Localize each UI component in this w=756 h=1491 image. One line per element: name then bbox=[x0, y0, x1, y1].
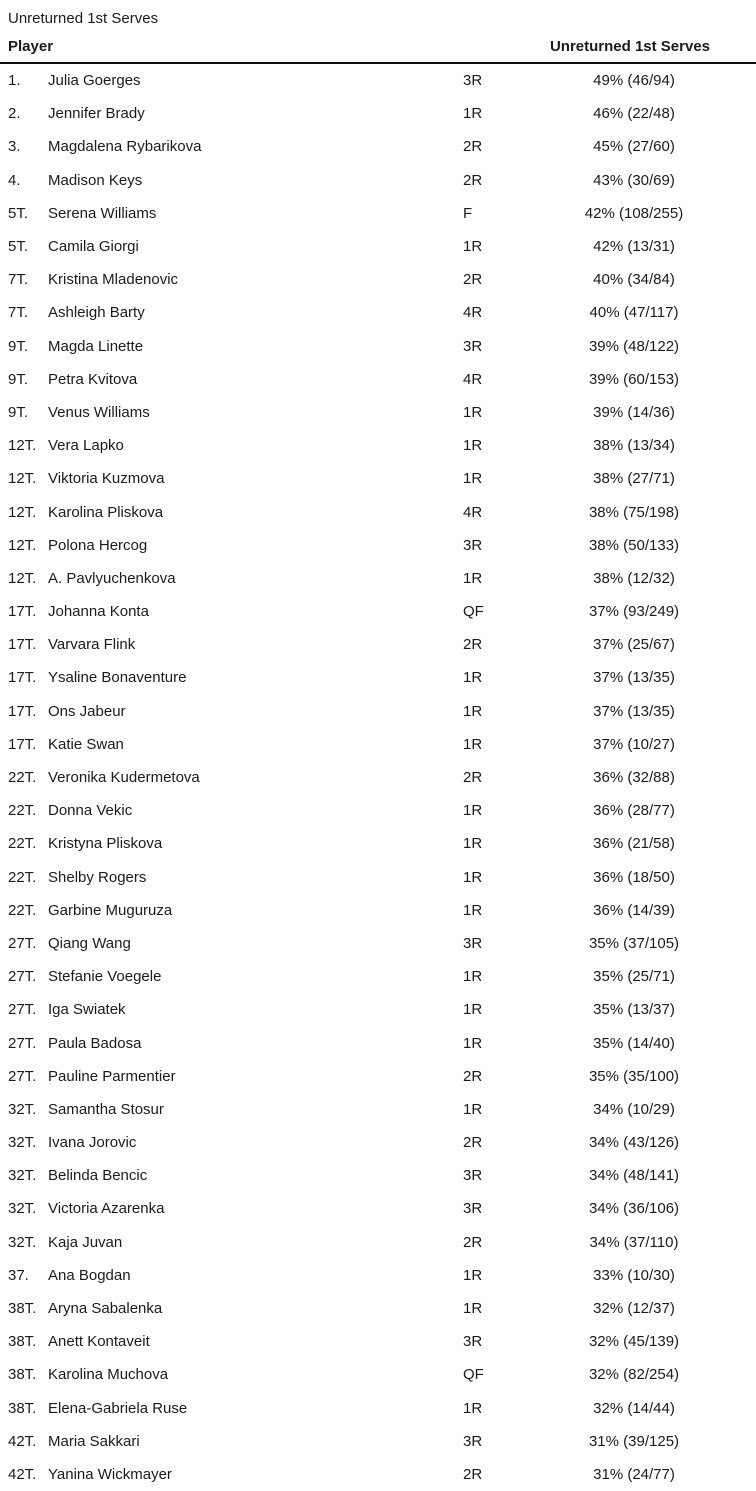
value-cell: 37% (25/67) bbox=[593, 636, 675, 654]
value-cell: 38% (12/32) bbox=[593, 569, 675, 587]
player-cell: Donna Vekic bbox=[48, 802, 133, 820]
round-cell: 2R bbox=[463, 171, 483, 189]
table-row bbox=[0, 197, 756, 230]
round-cell: 2R bbox=[463, 138, 483, 156]
value-cell: 38% (75/198) bbox=[588, 503, 680, 521]
value-cell: 35% (13/37) bbox=[593, 1001, 675, 1019]
round-cell: 2R bbox=[463, 1233, 483, 1251]
value-cell: 34% (48/141) bbox=[588, 1167, 680, 1185]
value-cell: 43% (30/69) bbox=[593, 171, 675, 189]
rank-cell: 42T. bbox=[8, 1465, 37, 1483]
player-cell: Maria Sakkari bbox=[48, 1432, 140, 1450]
table-row bbox=[0, 363, 756, 396]
table-row bbox=[0, 130, 756, 163]
player-cell: Aryna Sabalenka bbox=[48, 1300, 163, 1318]
rank-cell: 17T. bbox=[8, 669, 37, 687]
rank-cell: 37. bbox=[8, 1266, 29, 1284]
player-cell: Varvara Flink bbox=[48, 636, 136, 654]
rank-cell: 32T. bbox=[8, 1100, 37, 1118]
table-row bbox=[0, 562, 756, 595]
rank-cell: 22T. bbox=[8, 835, 37, 853]
value-cell: 38% (50/133) bbox=[588, 536, 680, 554]
value-cell: 34% (36/106) bbox=[588, 1200, 680, 1218]
round-cell: 1R bbox=[463, 868, 483, 886]
rank-cell: 27T. bbox=[8, 1067, 37, 1085]
player-cell: Ana Bogdan bbox=[48, 1266, 131, 1284]
value-cell: 35% (37/105) bbox=[588, 934, 680, 952]
player-cell: Camila Giorgi bbox=[48, 238, 139, 256]
rank-cell: 38T. bbox=[8, 1333, 37, 1351]
player-cell: Polona Hercog bbox=[48, 536, 148, 554]
rank-cell: 22T. bbox=[8, 901, 37, 919]
round-cell: 4R bbox=[463, 304, 483, 322]
rank-cell: 9T. bbox=[8, 337, 29, 355]
rank-cell: 32T. bbox=[8, 1233, 37, 1251]
value-cell: 34% (10/29) bbox=[593, 1100, 675, 1118]
player-cell: Garbine Muguruza bbox=[48, 901, 173, 919]
value-cell: 32% (12/37) bbox=[593, 1300, 675, 1318]
value-cell: 40% (47/117) bbox=[589, 304, 679, 322]
value-cell: 36% (14/39) bbox=[593, 901, 675, 919]
column-header-stat: Unreturned 1st Serves bbox=[549, 38, 711, 55]
value-cell: 42% (13/31) bbox=[593, 238, 675, 256]
player-cell: Jennifer Brady bbox=[48, 105, 145, 123]
rank-cell: 27T. bbox=[8, 934, 37, 952]
value-cell: 36% (32/88) bbox=[593, 769, 675, 787]
value-cell: 32% (82/254) bbox=[588, 1366, 680, 1384]
round-cell: 3R bbox=[463, 337, 483, 355]
rank-cell: 1. bbox=[8, 72, 21, 90]
table-row bbox=[0, 64, 756, 97]
rank-cell: 22T. bbox=[8, 868, 37, 886]
table-row bbox=[0, 1292, 756, 1325]
rank-cell: 5T. bbox=[8, 204, 29, 222]
round-cell: 1R bbox=[463, 802, 483, 820]
player-cell: Kristina Mladenovic bbox=[48, 271, 179, 289]
table-row bbox=[0, 1325, 756, 1358]
rank-cell: 2. bbox=[8, 105, 21, 123]
table-row bbox=[0, 927, 756, 960]
round-cell: 2R bbox=[463, 1465, 483, 1483]
round-cell: 1R bbox=[463, 1399, 483, 1417]
rank-cell: 4. bbox=[8, 171, 21, 189]
table-row bbox=[0, 1425, 756, 1458]
round-cell: QF bbox=[463, 603, 484, 621]
round-cell: 1R bbox=[463, 1266, 483, 1284]
round-cell: 1R bbox=[463, 1300, 483, 1318]
rank-cell: 7T. bbox=[8, 304, 29, 322]
table-row bbox=[0, 296, 756, 329]
rank-cell: 12T. bbox=[8, 569, 37, 587]
table-row bbox=[0, 1259, 756, 1292]
rank-cell: 12T. bbox=[8, 536, 37, 554]
player-cell: Anett Kontaveit bbox=[48, 1333, 150, 1351]
table-row bbox=[0, 1026, 756, 1059]
player-cell: Pauline Parmentier bbox=[48, 1067, 176, 1085]
page-title: Unreturned 1st Serves bbox=[8, 10, 159, 27]
round-cell: 1R bbox=[463, 470, 483, 488]
round-cell: 1R bbox=[463, 835, 483, 853]
rank-cell: 7T. bbox=[8, 271, 29, 289]
table-row bbox=[0, 1060, 756, 1093]
table-row bbox=[0, 695, 756, 728]
rank-cell: 27T. bbox=[8, 968, 37, 986]
table-row bbox=[0, 529, 756, 562]
player-cell: Iga Swiatek bbox=[48, 1001, 126, 1019]
round-cell: 1R bbox=[463, 968, 483, 986]
round-cell: QF bbox=[463, 1366, 484, 1384]
value-cell: 42% (108/255) bbox=[584, 204, 684, 222]
player-cell: Madison Keys bbox=[48, 171, 143, 189]
rank-cell: 17T. bbox=[8, 636, 37, 654]
round-cell: 4R bbox=[463, 370, 483, 388]
player-cell: Belinda Bencic bbox=[48, 1167, 148, 1185]
player-cell: Yanina Wickmayer bbox=[48, 1465, 172, 1483]
table-body bbox=[0, 64, 756, 1491]
round-cell: 1R bbox=[463, 437, 483, 455]
round-cell: 1R bbox=[463, 1034, 483, 1052]
round-cell: 1R bbox=[463, 1100, 483, 1118]
round-cell: 1R bbox=[463, 901, 483, 919]
value-cell: 31% (24/77) bbox=[593, 1465, 675, 1483]
player-cell: Vera Lapko bbox=[48, 437, 124, 455]
rank-cell: 32T. bbox=[8, 1167, 37, 1185]
table-row bbox=[0, 993, 756, 1026]
value-cell: 46% (22/48) bbox=[593, 105, 675, 123]
table-row bbox=[0, 495, 756, 528]
player-cell: Victoria Azarenka bbox=[48, 1200, 165, 1218]
player-cell: Elena-Gabriela Ruse bbox=[48, 1399, 188, 1417]
value-cell: 39% (48/122) bbox=[588, 337, 680, 355]
rank-cell: 27T. bbox=[8, 1001, 37, 1019]
table-row bbox=[0, 1093, 756, 1126]
player-cell: Shelby Rogers bbox=[48, 868, 147, 886]
table-row bbox=[0, 462, 756, 495]
table-row bbox=[0, 960, 756, 993]
rank-cell: 17T. bbox=[8, 702, 37, 720]
player-cell: Samantha Stosur bbox=[48, 1100, 164, 1118]
round-cell: 3R bbox=[463, 72, 483, 90]
value-cell: 36% (28/77) bbox=[593, 802, 675, 820]
player-cell: Venus Williams bbox=[48, 403, 150, 421]
table-header-row bbox=[0, 37, 756, 57]
table-row bbox=[0, 628, 756, 661]
value-cell: 34% (37/110) bbox=[589, 1233, 679, 1251]
round-cell: 3R bbox=[463, 1333, 483, 1351]
round-cell: 1R bbox=[463, 669, 483, 687]
rank-cell: 38T. bbox=[8, 1366, 37, 1384]
round-cell: 2R bbox=[463, 636, 483, 654]
table-row bbox=[0, 1126, 756, 1159]
player-cell: Paula Badosa bbox=[48, 1034, 142, 1052]
round-cell: 2R bbox=[463, 1134, 483, 1152]
value-cell: 36% (21/58) bbox=[593, 835, 675, 853]
value-cell: 35% (35/100) bbox=[588, 1067, 680, 1085]
player-cell: Viktoria Kuzmova bbox=[48, 470, 165, 488]
value-cell: 34% (43/126) bbox=[588, 1134, 680, 1152]
player-cell: Katie Swan bbox=[48, 735, 124, 753]
player-cell: Petra Kvitova bbox=[48, 370, 138, 388]
player-cell: Ons Jabeur bbox=[48, 702, 126, 720]
table-row bbox=[0, 661, 756, 694]
value-cell: 35% (25/71) bbox=[593, 968, 675, 986]
player-cell: Serena Williams bbox=[48, 204, 157, 222]
rank-cell: 32T. bbox=[8, 1134, 37, 1152]
table-row bbox=[0, 1458, 756, 1491]
player-cell: Johanna Konta bbox=[48, 603, 149, 621]
table-row bbox=[0, 1192, 756, 1225]
rank-cell: 27T. bbox=[8, 1034, 37, 1052]
rank-cell: 17T. bbox=[8, 603, 37, 621]
player-cell: Qiang Wang bbox=[48, 934, 131, 952]
round-cell: 2R bbox=[463, 271, 483, 289]
player-cell: Stefanie Voegele bbox=[48, 968, 162, 986]
value-cell: 37% (13/35) bbox=[593, 669, 675, 687]
rank-cell: 42T. bbox=[8, 1432, 37, 1450]
player-cell: Julia Goerges bbox=[48, 72, 141, 90]
value-cell: 37% (10/27) bbox=[593, 735, 675, 753]
value-cell: 39% (14/36) bbox=[593, 403, 675, 421]
table-row bbox=[0, 894, 756, 927]
round-cell: 1R bbox=[463, 1001, 483, 1019]
value-cell: 31% (39/125) bbox=[588, 1432, 680, 1450]
round-cell: 1R bbox=[463, 238, 483, 256]
value-cell: 38% (27/71) bbox=[593, 470, 675, 488]
round-cell: 4R bbox=[463, 503, 483, 521]
round-cell: 1R bbox=[463, 403, 483, 421]
table-row bbox=[0, 728, 756, 761]
player-cell: Ashleigh Barty bbox=[48, 304, 145, 322]
table-row bbox=[0, 1392, 756, 1425]
round-cell: 2R bbox=[463, 1067, 483, 1085]
round-cell: 3R bbox=[463, 1167, 483, 1185]
round-cell: F bbox=[463, 204, 473, 222]
table-row bbox=[0, 330, 756, 363]
table-row bbox=[0, 97, 756, 130]
table-row bbox=[0, 794, 756, 827]
value-cell: 33% (10/30) bbox=[593, 1266, 675, 1284]
table-row bbox=[0, 827, 756, 860]
player-cell: Ivana Jorovic bbox=[48, 1134, 137, 1152]
rank-cell: 32T. bbox=[8, 1200, 37, 1218]
table-row bbox=[0, 263, 756, 296]
round-cell: 3R bbox=[463, 934, 483, 952]
rank-cell: 38T. bbox=[8, 1399, 37, 1417]
player-cell: Kaja Juvan bbox=[48, 1233, 123, 1251]
value-cell: 35% (14/40) bbox=[593, 1034, 675, 1052]
value-cell: 32% (45/139) bbox=[588, 1333, 680, 1351]
header-spacer bbox=[720, 37, 756, 57]
player-cell: Magdalena Rybarikova bbox=[48, 138, 202, 156]
player-cell: Karolina Pliskova bbox=[48, 503, 164, 521]
player-cell: Veronika Kudermetova bbox=[48, 769, 200, 787]
player-cell: Kristyna Pliskova bbox=[48, 835, 163, 853]
table-row bbox=[0, 230, 756, 263]
rank-cell: 22T. bbox=[8, 802, 37, 820]
table-row bbox=[0, 761, 756, 794]
rank-cell: 38T. bbox=[8, 1300, 37, 1318]
round-cell: 1R bbox=[463, 702, 483, 720]
rank-cell: 22T. bbox=[8, 769, 37, 787]
round-cell: 1R bbox=[463, 105, 483, 123]
table-row bbox=[0, 595, 756, 628]
table-row bbox=[0, 396, 756, 429]
player-cell: A. Pavlyuchenkova bbox=[48, 569, 176, 587]
rank-cell: 5T. bbox=[8, 238, 29, 256]
rank-cell: 9T. bbox=[8, 370, 29, 388]
rank-cell: 9T. bbox=[8, 403, 29, 421]
value-cell: 37% (93/249) bbox=[588, 603, 680, 621]
rank-cell: 12T. bbox=[8, 503, 37, 521]
round-cell: 2R bbox=[463, 769, 483, 787]
player-cell: Ysaline Bonaventure bbox=[48, 669, 187, 687]
round-cell: 1R bbox=[463, 569, 483, 587]
round-cell: 1R bbox=[463, 735, 483, 753]
rank-cell: 17T. bbox=[8, 735, 37, 753]
round-cell: 3R bbox=[463, 1432, 483, 1450]
player-cell: Magda Linette bbox=[48, 337, 144, 355]
table-row bbox=[0, 429, 756, 462]
value-cell: 40% (34/84) bbox=[593, 271, 675, 289]
table-row bbox=[0, 164, 756, 197]
value-cell: 32% (14/44) bbox=[593, 1399, 675, 1417]
rank-cell: 3. bbox=[8, 138, 21, 156]
value-cell: 36% (18/50) bbox=[593, 868, 675, 886]
round-cell: 3R bbox=[463, 1200, 483, 1218]
table-row bbox=[0, 861, 756, 894]
value-cell: 49% (46/94) bbox=[593, 72, 675, 90]
value-cell: 45% (27/60) bbox=[593, 138, 675, 156]
player-cell: Karolina Muchova bbox=[48, 1366, 169, 1384]
table-row bbox=[0, 1226, 756, 1259]
value-cell: 39% (60/153) bbox=[588, 370, 680, 388]
rank-cell: 12T. bbox=[8, 437, 37, 455]
column-header-player: Player bbox=[8, 38, 54, 55]
value-cell: 37% (13/35) bbox=[593, 702, 675, 720]
table-row bbox=[0, 1159, 756, 1192]
table-row bbox=[0, 1358, 756, 1391]
rank-cell: 12T. bbox=[8, 470, 37, 488]
round-cell: 3R bbox=[463, 536, 483, 554]
value-cell: 38% (13/34) bbox=[593, 437, 675, 455]
